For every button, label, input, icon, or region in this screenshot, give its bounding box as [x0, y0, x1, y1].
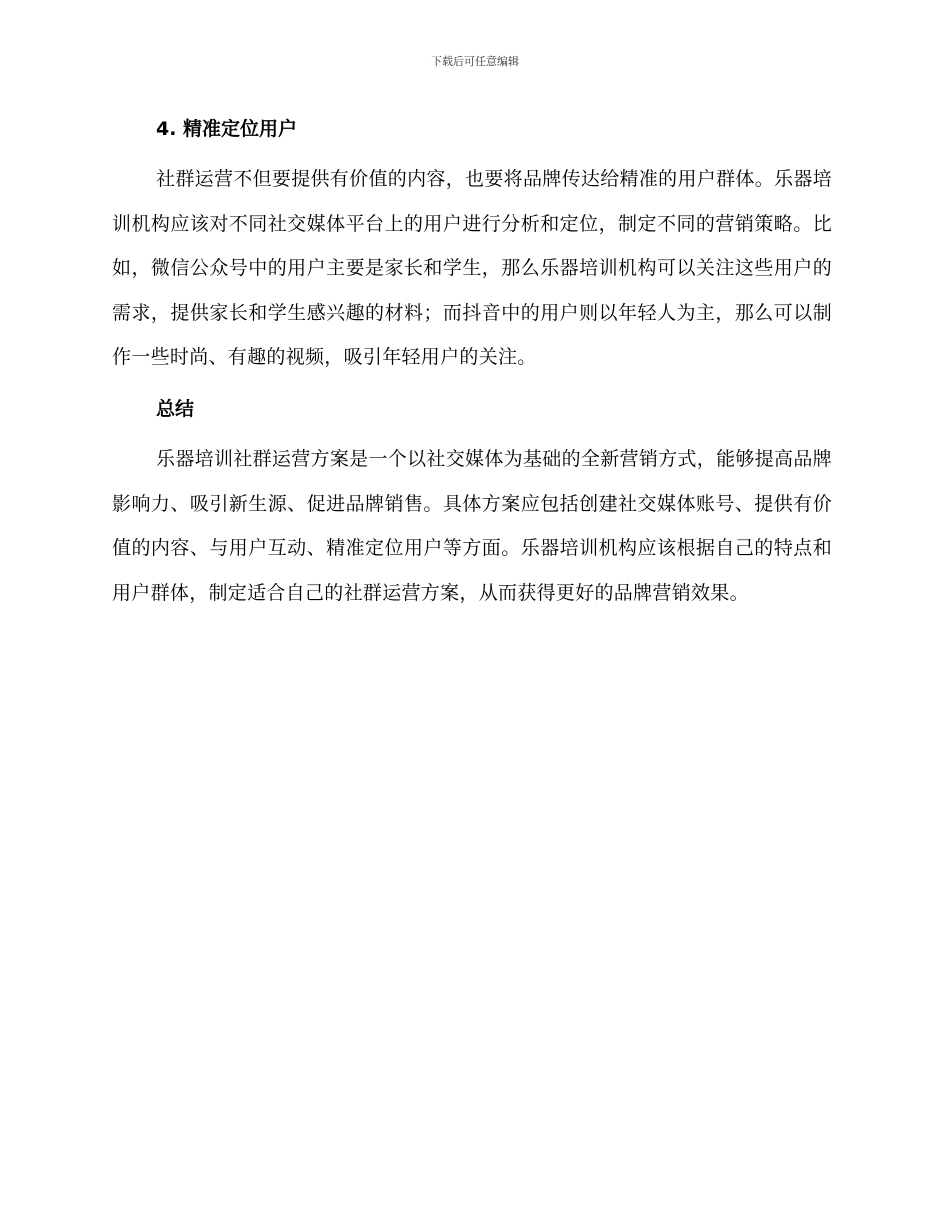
- document-body: [112, 112, 832, 627]
- section-paragraph-summary: 乐器培训社群运营方案是一个以社交媒体为基础的全新营销方式，能够提高品牌影响力、吸引新生源、促进品牌销售。具体方案应包括创建社交媒体账号、提供有价值的内容、与用户互动、精准定位用户等方面。乐器培训机构应该根据自己的特点和用户群体，制定适合自己的社群运营方案，从而获得更好的品牌营销效果。: [112, 447, 832, 604]
- section-heading-targeting: 4. 精准定位用户: [156, 118, 298, 140]
- section-heading-summary: 总结: [156, 397, 195, 420]
- page-header: 下载后可任意编辑: [431, 55, 519, 68]
- section-paragraph-targeting: 社群运营不但要提供有价值的内容，也要将品牌传达给精准的用户群体。乐器培训机构应该对不同社交媒体平台上的用户进行分析和定位，制定不同的营销策略。比如，微信公众号中的用户主要是家长和学生，那么乐器培训机构可以关注这些用户的需求，提供家长和学生感兴趣的材料；而抖音中的用户则以年轻人为主，那么可以制作一些时尚、有趣的视频，吸引年轻用户的关注。: [112, 168, 832, 369]
